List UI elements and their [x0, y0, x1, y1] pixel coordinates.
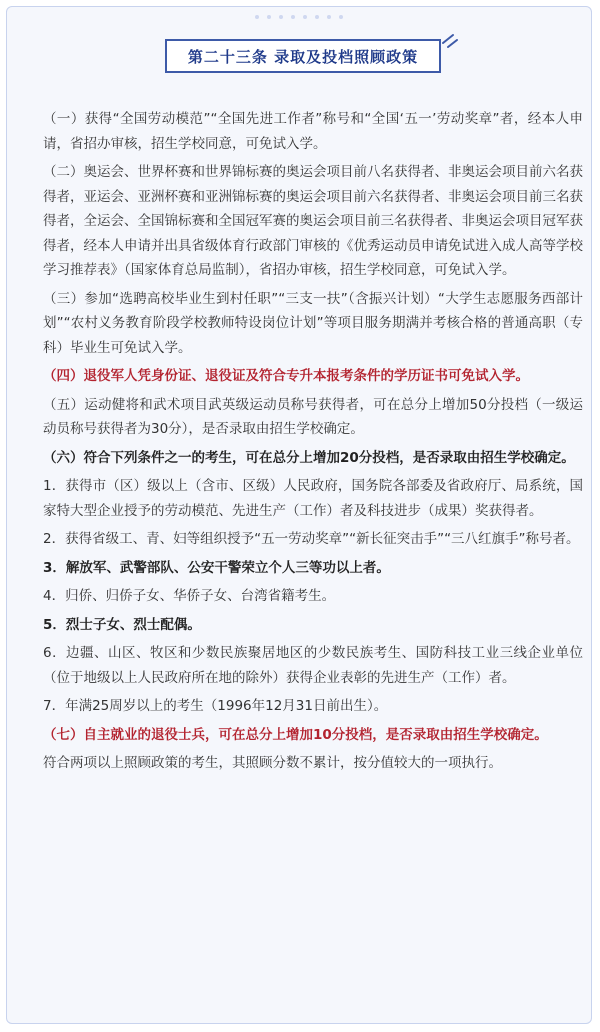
- policy-item-7: （七）自主就业的退役士兵，可在总分上增加10分投档，是否录取由招生学校确定。: [43, 726, 548, 743]
- section-title-box: [165, 39, 441, 73]
- condition-4: 4．归侨、归侨子女、华侨子女、台湾省籍考生。: [43, 588, 336, 604]
- policy-content: [43, 107, 583, 780]
- policy-item-4: （四）退役军人凭身份证、退役证及符合专升本报考条件的学历证书可免试入学。: [43, 368, 529, 384]
- section-title: 第二十三条 录取及投档照顾政策: [187, 47, 419, 66]
- condition-6: 6．边疆、山区、牧区和少数民族聚居地区的少数民族考生、国防科技工业三线企业单位（位于地级以上人民政府所在地的除外）获得企业表彰的先进生产（工作）者。: [43, 645, 583, 686]
- policy-item-3: （三）参加“选聘高校毕业生到村任职”“三支一扶”（含振兴计划）“大学生志愿服务西部计划”“农村义务教育阶段学校教师特设岗位计划”等项目服务期满并考核合格的普通高职（专科）毕业生可免试入学。: [43, 290, 583, 356]
- title-accent-icon: [439, 31, 461, 53]
- article-frame: [6, 6, 592, 1024]
- policy-item-1: （一）获得“全国劳动模范”“全国先进工作者”称号和“全国‘五一’劳动奖章”者，经本人申请，省招办审核，招生学校同意，可免试入学。: [43, 111, 583, 152]
- decorative-dots: [7, 15, 591, 19]
- condition-3: 3．解放军、武警部队、公安干警荣立个人三等功以上者。: [43, 559, 390, 576]
- condition-5: 5．烈士子女、烈士配偶。: [43, 616, 201, 633]
- policy-item-6: （六）符合下列条件之一的考生，可在总分上增加20分投档，是否录取由招生学校确定。: [43, 449, 575, 466]
- condition-2: 2．获得省级工、青、妇等组织授予“五一劳动奖章”“新长征突击手”“三八红旗手”称号者。: [43, 531, 580, 547]
- condition-7: 7．年满25周岁以上的考生（1996年12月31日前出生）。: [43, 698, 388, 714]
- policy-item-2: （二）奥运会、世界杯赛和世界锦标赛的奥运会项目前八名获得者、非奥运会项目前六名获得者，亚运会、亚洲杯赛和亚洲锦标赛的奥运会项目前六名获得者、非奥运会项目前三名获得者，全运会、全国锦标赛和全国冠军赛的奥运会项目前三名获得者、非奥运会项目冠军获得者，经本人申请并出具省级体育行政部门审核的《优秀运动员申请免试进入成人高等学校学习推荐表》（国家体育总局监制），省招办审核，招生学校同意，可免试入学。: [43, 164, 583, 278]
- policy-item-5: （五）运动健将和武术项目武英级运动员称号获得者，可在总分上增加50分投档（一级运动员称号获得者为30分），是否录取由招生学校确定。: [43, 396, 583, 437]
- policy-note: 符合两项以上照顾政策的考生，其照顾分数不累计，按分值较大的一项执行。: [43, 755, 502, 771]
- condition-1: 1．获得市（区）级以上（含市、区级）人民政府，国务院各部委及省政府厅、局系统，国家特大型企业授予的劳动模范、先进生产（工作）者及科技进步（成果）奖获得者。: [43, 478, 583, 519]
